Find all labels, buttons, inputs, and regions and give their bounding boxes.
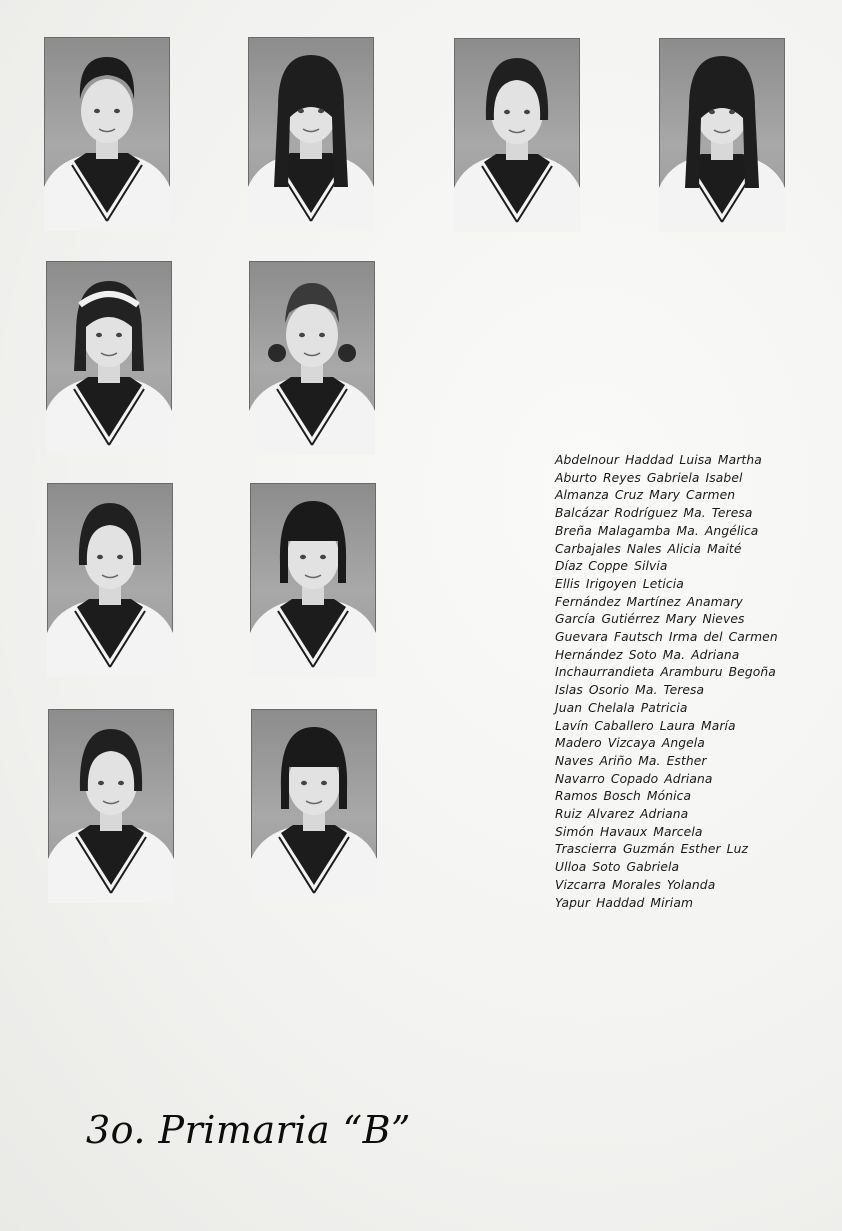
class-title: 3o. Primaria “B”: [86, 1108, 411, 1152]
student-name: Almanza Cruz Mary Carmen: [555, 488, 736, 503]
portrait-icon: [47, 483, 173, 677]
portrait-icon: [44, 37, 170, 231]
student-name: Díaz Coppe Silvia: [555, 559, 668, 574]
student-name: Aburto Reyes Gabriela Isabel: [555, 470, 743, 485]
student-photo: [249, 261, 375, 455]
portrait-icon: [250, 483, 376, 677]
student-name: Guevara Fautsch Irma del Carmen: [555, 630, 778, 645]
portrait-icon: [251, 709, 377, 903]
student-name: Breña Malagamba Ma. Angélica: [555, 523, 759, 538]
student-photo: [248, 37, 374, 231]
student-name-list: [555, 452, 778, 912]
student-name: Madero Vizcaya Angela: [555, 736, 705, 751]
student-name: Naves Ariño Ma. Esther: [555, 753, 707, 768]
student-name: Lavín Caballero Laura María: [555, 718, 736, 733]
student-name: Hernández Soto Ma. Adriana: [555, 647, 740, 662]
portrait-icon: [48, 709, 174, 903]
student-photo: [48, 709, 174, 903]
student-photo: [659, 38, 785, 232]
student-name: Ulloa Soto Gabriela: [555, 860, 680, 875]
student-name: Navarro Copado Adriana: [555, 771, 713, 786]
student-name: Ruiz Alvarez Adriana: [555, 807, 689, 822]
student-name: Juan Chelala Patricia: [555, 700, 688, 715]
student-name: Simón Havaux Marcela: [555, 824, 703, 839]
student-name: Inchaurrandieta Aramburu Begoña: [555, 665, 776, 680]
student-name: Carbajales Nales Alicia Maité: [555, 541, 742, 556]
student-name: García Gutiérrez Mary Nieves: [555, 612, 745, 627]
student-name: Ellis Irigoyen Leticia: [555, 576, 684, 591]
student-name: Balcázar Rodríguez Ma. Teresa: [555, 506, 753, 521]
portrait-icon: [659, 38, 785, 232]
portrait-icon: [46, 261, 172, 455]
portrait-icon: [248, 37, 374, 231]
student-name: Islas Osorio Ma. Teresa: [555, 683, 705, 698]
student-name: Vizcarra Morales Yolanda: [555, 877, 716, 892]
student-photo: [454, 38, 580, 232]
student-name: Ramos Bosch Mónica: [555, 789, 692, 804]
student-name: Yapur Haddad Miriam: [555, 895, 694, 910]
student-name: Fernández Martínez Anamary: [555, 594, 743, 609]
student-photo: [251, 709, 377, 903]
portrait-icon: [249, 261, 375, 455]
student-name: Trascierra Guzmán Esther Luz: [555, 842, 749, 857]
portrait-icon: [454, 38, 580, 232]
student-photo: [47, 483, 173, 677]
student-photo: [46, 261, 172, 455]
student-photo: [250, 483, 376, 677]
student-name: Abdelnour Haddad Luisa Martha: [555, 453, 762, 467]
student-photo: [44, 37, 170, 231]
